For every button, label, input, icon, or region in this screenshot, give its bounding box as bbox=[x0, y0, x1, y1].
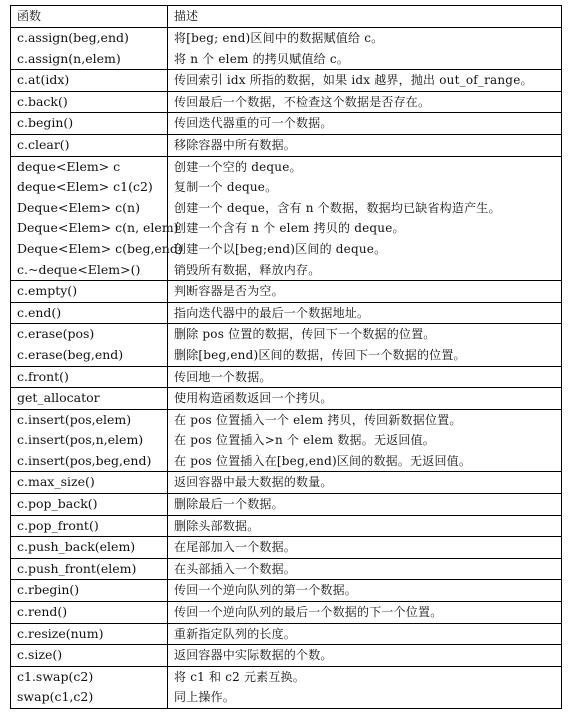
function-description: 重新指定队列的长度。 bbox=[174, 626, 297, 641]
function-signature: c.clear() bbox=[17, 136, 70, 152]
function-cell bbox=[11, 409, 168, 472]
table-row bbox=[11, 28, 562, 70]
function-cell bbox=[11, 602, 168, 624]
function-description: 将 n 个 elem 的拷贝赋值给 c。 bbox=[174, 51, 349, 66]
table-row bbox=[11, 645, 562, 667]
function-signature: c.at(idx) bbox=[17, 72, 70, 88]
table-header-row bbox=[11, 6, 562, 28]
table-row bbox=[11, 302, 562, 324]
function-description: 指向迭代器中的最后一个数据地址。 bbox=[174, 305, 370, 320]
function-signature: c.assign(n,elem) bbox=[17, 50, 121, 66]
table-row bbox=[11, 602, 562, 624]
header-function: 函数 bbox=[11, 6, 168, 28]
description-cell bbox=[168, 580, 562, 602]
table-row bbox=[11, 623, 562, 645]
function-cell bbox=[11, 472, 168, 494]
function-signature: c.begin() bbox=[17, 115, 74, 131]
function-description: 传回地一个数据。 bbox=[174, 369, 272, 384]
function-signature: c.rend() bbox=[17, 604, 68, 620]
function-signature: c.push_back(elem) bbox=[17, 539, 136, 555]
description-cell bbox=[168, 28, 562, 70]
function-signature: c.~deque<Elem>() bbox=[17, 261, 141, 277]
deque-functions-table bbox=[10, 5, 562, 709]
function-signature: c.pop_front() bbox=[17, 517, 99, 533]
function-signature: deque<Elem> c1(c2) bbox=[17, 179, 153, 195]
description-cell bbox=[168, 515, 562, 537]
function-signature: swap(c1,c2) bbox=[17, 689, 94, 705]
function-signature: c.insert(pos,n,elem) bbox=[17, 432, 144, 448]
description-cell bbox=[168, 134, 562, 156]
table-row bbox=[11, 281, 562, 303]
table-row bbox=[11, 388, 562, 410]
function-cell bbox=[11, 645, 168, 667]
function-description: 传回迭代器重的可一个数据。 bbox=[174, 116, 333, 131]
function-description: 判断容器是否为空。 bbox=[174, 284, 284, 299]
description-cell bbox=[168, 70, 562, 92]
function-cell bbox=[11, 113, 168, 135]
function-signature: get_allocator bbox=[17, 390, 100, 406]
function-signature: Deque<Elem> c(n) bbox=[17, 199, 140, 215]
table-row bbox=[11, 537, 562, 559]
table-row bbox=[11, 580, 562, 602]
function-description: 创建一个含有 n 个 elem 拷贝的 deque。 bbox=[174, 221, 405, 236]
function-description: 使用构造函数返回一个拷贝。 bbox=[174, 391, 333, 406]
table-row bbox=[11, 70, 562, 92]
function-cell bbox=[11, 366, 168, 388]
function-description: 传回一个逆向队列的第一个数据。 bbox=[174, 583, 358, 598]
function-description: 返回容器中最大数据的数量。 bbox=[174, 475, 333, 490]
function-signature: c.push_front(elem) bbox=[17, 560, 137, 576]
function-description: 将[beg; end)区间中的数据赋值给 c。 bbox=[174, 31, 384, 45]
function-signature: c.back() bbox=[17, 93, 68, 109]
function-signature: c.erase(pos) bbox=[17, 326, 95, 342]
description-cell bbox=[168, 324, 562, 366]
function-description: 传回一个逆向队列的最后一个数据的下一个位置。 bbox=[174, 605, 443, 620]
function-cell bbox=[11, 281, 168, 303]
function-cell bbox=[11, 515, 168, 537]
function-signature: Deque<Elem> c(beg,end) bbox=[17, 240, 183, 256]
description-cell bbox=[168, 91, 562, 113]
description-cell bbox=[168, 281, 562, 303]
function-description: 返回容器中实际数据的个数。 bbox=[174, 648, 333, 663]
function-cell bbox=[11, 91, 168, 113]
description-cell bbox=[168, 645, 562, 667]
description-cell bbox=[168, 113, 562, 135]
function-cell bbox=[11, 558, 168, 580]
function-description: 移除容器中所有数据。 bbox=[174, 137, 297, 152]
function-signature: c.erase(beg,end) bbox=[17, 346, 124, 362]
description-cell bbox=[168, 666, 562, 708]
function-cell bbox=[11, 537, 168, 559]
function-signature: c.assign(beg,end) bbox=[17, 30, 129, 45]
function-description: 删除 pos 位置的数据，传回下一个数据的位置。 bbox=[174, 327, 436, 342]
function-signature: c.front() bbox=[17, 368, 69, 384]
function-description: 删除头部数据。 bbox=[174, 518, 260, 533]
description-cell bbox=[168, 602, 562, 624]
table-row bbox=[11, 113, 562, 135]
function-signature: c.pop_back() bbox=[17, 496, 98, 512]
function-description: 同上操作。 bbox=[174, 690, 236, 705]
description-cell bbox=[168, 302, 562, 324]
function-signature: c.resize(num) bbox=[17, 625, 104, 641]
description-cell bbox=[168, 409, 562, 472]
function-cell bbox=[11, 134, 168, 156]
function-description: 传回索引 idx 所指的数据，如果 idx 越界，抛出 out_of_range。 bbox=[174, 73, 533, 88]
function-description: 在 pos 位置插入在[beg,end)区间的数据。无返回值。 bbox=[174, 453, 472, 468]
function-description: 创建一个以[beg;end)区间的 deque。 bbox=[174, 241, 387, 256]
table-row bbox=[11, 558, 562, 580]
description-cell bbox=[168, 388, 562, 410]
function-cell bbox=[11, 580, 168, 602]
function-description: 传回最后一个数据，不检查这个数据是否存在。 bbox=[174, 94, 431, 109]
table-body bbox=[11, 28, 562, 709]
function-signature: c.end() bbox=[17, 304, 62, 320]
function-signature: c.size() bbox=[17, 647, 63, 663]
function-description: 创建一个空的 deque。 bbox=[174, 159, 302, 174]
function-cell bbox=[11, 324, 168, 366]
function-signature: c1.swap(c2) bbox=[17, 668, 94, 684]
function-cell bbox=[11, 666, 168, 708]
function-cell bbox=[11, 302, 168, 324]
table-row bbox=[11, 91, 562, 113]
description-cell bbox=[168, 537, 562, 559]
description-cell bbox=[168, 156, 562, 281]
function-description: 在头部插入一个数据。 bbox=[174, 561, 297, 576]
header-description: 描述 bbox=[168, 6, 562, 28]
function-signature: c.insert(pos,elem) bbox=[17, 411, 132, 427]
function-description: 创建一个 deque，含有 n 个数据，数据均已缺省构造产生。 bbox=[174, 200, 501, 215]
function-signature: deque<Elem> c bbox=[17, 158, 121, 174]
function-description: 删除最后一个数据。 bbox=[174, 497, 284, 512]
table-row bbox=[11, 366, 562, 388]
table-row bbox=[11, 666, 562, 708]
function-signature: c.rbegin() bbox=[17, 582, 80, 598]
function-cell bbox=[11, 388, 168, 410]
table-row bbox=[11, 515, 562, 537]
table-row bbox=[11, 156, 562, 281]
function-description: 删除[beg,end)区间的数据，传回下一个数据的位置。 bbox=[174, 347, 466, 362]
function-cell bbox=[11, 494, 168, 516]
function-description: 将 c1 和 c2 元素互换。 bbox=[174, 669, 305, 684]
table-row bbox=[11, 472, 562, 494]
description-cell bbox=[168, 558, 562, 580]
function-description: 复制一个 deque。 bbox=[174, 180, 278, 195]
function-description: 在 pos 位置插入一个 elem 拷贝，传回新数据位置。 bbox=[174, 412, 462, 427]
description-cell bbox=[168, 472, 562, 494]
function-cell bbox=[11, 28, 168, 70]
function-signature: Deque<Elem> c(n, elem) bbox=[17, 220, 179, 236]
function-cell bbox=[11, 623, 168, 645]
description-cell bbox=[168, 623, 562, 645]
table-row bbox=[11, 134, 562, 156]
function-signature: c.empty() bbox=[17, 283, 78, 299]
function-description: 销毁所有数据，释放内存。 bbox=[174, 262, 321, 277]
function-description: 在尾部加入一个数据。 bbox=[174, 540, 297, 555]
function-signature: c.insert(pos,beg,end) bbox=[17, 452, 152, 468]
function-cell bbox=[11, 70, 168, 92]
function-description: 在 pos 位置插入>n 个 elem 数据。无返回值。 bbox=[174, 433, 435, 448]
table-row bbox=[11, 324, 562, 366]
table-row bbox=[11, 494, 562, 516]
table-row bbox=[11, 409, 562, 472]
description-cell bbox=[168, 494, 562, 516]
description-cell bbox=[168, 366, 562, 388]
function-signature: c.max_size() bbox=[17, 474, 95, 490]
function-cell bbox=[11, 156, 183, 281]
